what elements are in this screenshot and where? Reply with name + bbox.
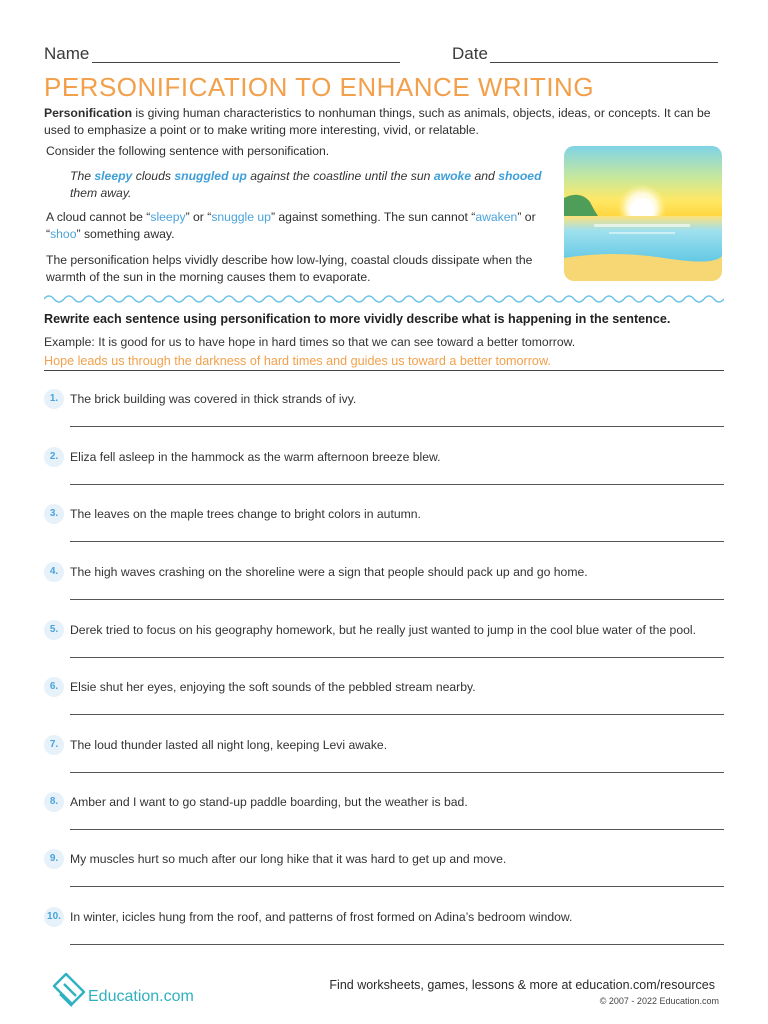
example-prompt: Example: It is good for us to have hope in hard times so that we can see toward a better tomorrow. xyxy=(44,335,576,349)
question-3 xyxy=(44,507,724,547)
question-text: The brick building was covered in thick strands of ivy. xyxy=(70,392,357,406)
answer-line[interactable] xyxy=(70,944,724,945)
question-text: My muscles hurt so much after our long hike that it was hard to get up and move. xyxy=(70,852,507,866)
question-number: 1. xyxy=(44,389,64,409)
sunset-image xyxy=(564,146,722,281)
question-number: 10. xyxy=(44,907,64,927)
page-title: PERSONIFICATION TO ENHANCE WRITING xyxy=(44,72,595,102)
explanation-part: ” something away. xyxy=(76,227,175,241)
logo-icon xyxy=(50,972,90,1010)
footer-tagline: Find worksheets, games, lessons & more at education.com/resources xyxy=(329,978,715,992)
intro-term: Personification xyxy=(44,106,133,120)
example-sentence-part: and xyxy=(471,169,499,183)
question-text: Eliza fell asleep in the hammock as the warm afternoon breeze blew. xyxy=(70,450,441,464)
highlight-word: sleepy xyxy=(94,169,133,183)
answer-line[interactable] xyxy=(70,541,724,542)
explanation-part: ” or “ xyxy=(185,210,212,224)
question-7 xyxy=(44,738,724,778)
explanation-text xyxy=(46,209,546,243)
question-5 xyxy=(44,623,724,663)
highlight-word: shoo xyxy=(50,227,77,241)
highlight-word: snuggle up xyxy=(211,210,271,224)
explanation-part: ” or “ xyxy=(46,210,536,241)
highlight-word: awoke xyxy=(433,169,472,183)
highlight-word: sleepy xyxy=(150,210,186,224)
question-text: Derek tried to focus on his geography homework, but he really just wanted to jump in the cool blue water of the pool. xyxy=(70,623,696,637)
example-sentence xyxy=(70,168,550,202)
question-text: Elsie shut her eyes, enjoying the soft sounds of the pebbled stream nearby. xyxy=(70,680,476,694)
explanation-text-2: The personification helps vividly describe how low-lying, coastal clouds dissipate when the warmth of the sun in the morning causes them to evaporate. xyxy=(46,253,533,284)
question-6 xyxy=(44,680,724,720)
answer-line[interactable] xyxy=(70,426,724,427)
question-text: The loud thunder lasted all night long, keeping Levi awake. xyxy=(70,738,388,752)
name-date-row xyxy=(44,40,724,68)
task-instructions: Rewrite each sentence using personification to more vividly describe what is happening in the sentence. xyxy=(44,312,671,326)
answer-line[interactable] xyxy=(70,886,724,887)
sunset-illustration xyxy=(564,146,722,281)
highlight-word: shooed xyxy=(498,169,542,183)
question-4 xyxy=(44,565,724,605)
question-number: 5. xyxy=(44,620,64,640)
answer-line[interactable] xyxy=(70,484,724,485)
question-2 xyxy=(44,450,724,490)
question-8 xyxy=(44,795,724,835)
answer-line[interactable] xyxy=(70,657,724,658)
question-10 xyxy=(44,910,724,950)
question-1 xyxy=(44,392,724,432)
logo-text: Education.com xyxy=(88,988,194,1005)
example-answer-line xyxy=(44,370,724,371)
explanation-part: ” against something. The sun cannot “ xyxy=(270,210,476,224)
education-logo[interactable] xyxy=(44,972,214,1012)
highlight-word: awaken xyxy=(475,210,518,224)
example-sentence-part: clouds xyxy=(132,169,175,183)
name-label: Name xyxy=(44,44,90,63)
wavy-divider xyxy=(44,292,724,304)
question-9 xyxy=(44,852,724,892)
question-text: The leaves on the maple trees change to bright colors in autumn. xyxy=(70,507,421,521)
question-text: Amber and I want to go stand-up paddle boarding, but the weather is bad. xyxy=(70,795,468,809)
question-number: 4. xyxy=(44,562,64,582)
question-number: 2. xyxy=(44,447,64,467)
question-text: The high waves crashing on the shoreline were a sign that people should pack up and go home. xyxy=(70,565,588,579)
copyright: © 2007 - 2022 Education.com xyxy=(599,996,719,1006)
question-number: 7. xyxy=(44,735,64,755)
question-number: 9. xyxy=(44,849,64,869)
question-number: 3. xyxy=(44,504,64,524)
highlight-word: snuggled up xyxy=(174,169,247,183)
name-field[interactable] xyxy=(92,62,400,63)
answer-line[interactable] xyxy=(70,829,724,830)
answer-line[interactable] xyxy=(70,772,724,773)
answer-line[interactable] xyxy=(70,714,724,715)
example-sentence-part: against the coastline until the sun xyxy=(246,169,434,183)
answer-line[interactable] xyxy=(70,599,724,600)
date-label: Date xyxy=(452,44,488,63)
intro-paragraph xyxy=(44,105,724,139)
date-field[interactable] xyxy=(490,62,718,63)
question-number: 8. xyxy=(44,792,64,812)
example-sentence-part: The xyxy=(70,169,95,183)
question-text: In winter, icicles hung from the roof, and patterns of frost formed on Adina’s bedroom window. xyxy=(70,910,573,924)
example-sentence-part: them away. xyxy=(70,186,132,200)
explanation-part: A cloud cannot be “ xyxy=(46,210,151,224)
consider-text: Consider the following sentence with personification. xyxy=(46,144,330,158)
question-number: 6. xyxy=(44,677,64,697)
intro-definition: is giving human characteristics to nonhuman things, such as animals, objects, ideas, or concepts. It can be used to emphasize a point or to make writing more interesting, vivid, or relatable. xyxy=(44,106,711,137)
example-answer: Hope leads us through the darkness of hard times and guides us toward a better tomorrow. xyxy=(44,354,551,368)
